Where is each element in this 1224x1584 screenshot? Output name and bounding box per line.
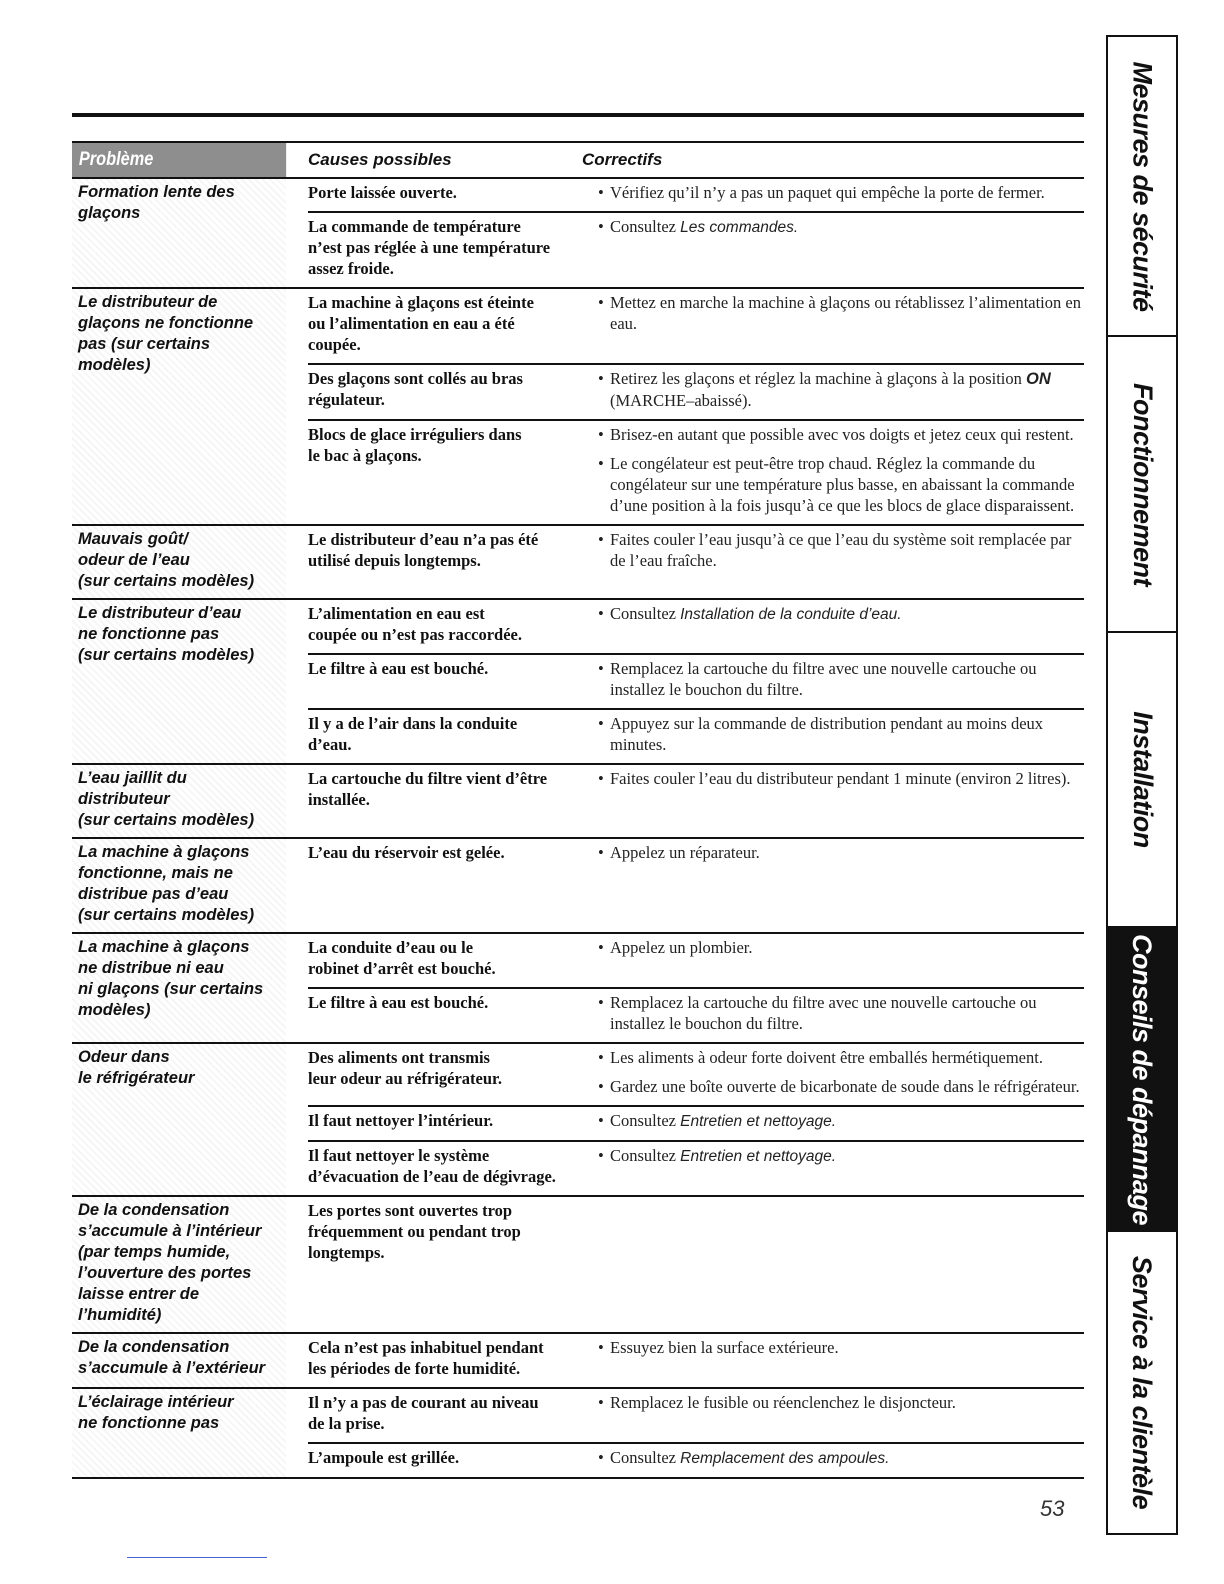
cause-rows bbox=[286, 289, 1084, 524]
fix-list bbox=[592, 1337, 1084, 1379]
fix-list bbox=[592, 603, 1084, 645]
problem-label: Mauvais goût/ odeur de l’eau (sur certains modèles) bbox=[72, 526, 286, 598]
table-row bbox=[308, 600, 1084, 653]
fix-list bbox=[592, 937, 1084, 979]
table-row bbox=[308, 987, 1084, 1042]
cause-rows bbox=[286, 765, 1084, 837]
troubleshooting-table bbox=[72, 141, 1084, 1479]
fix-item: • Le congélateur est peut-être trop chaud. Réglez la commande du congélateur sur une température plus basse, en abaissant la commande d’une position à la fois jusqu’à ce que les blocs de glace disparaissent. bbox=[592, 453, 1084, 516]
top-rule bbox=[72, 113, 1084, 117]
problem-group bbox=[72, 600, 1084, 765]
fix-item: • Consultez Remplacement des ampoules. bbox=[592, 1447, 1084, 1469]
fix-list bbox=[592, 992, 1084, 1034]
fix-item: • Remplacez la cartouche du filtre avec une nouvelle cartouche ou installez le bouchon du filtre. bbox=[592, 992, 1084, 1034]
fix-list bbox=[592, 1447, 1084, 1469]
fix-item: • Consultez Installation de la conduite d’eau. bbox=[592, 603, 1084, 625]
fix-list bbox=[592, 1145, 1084, 1187]
cause-rows bbox=[286, 1389, 1084, 1477]
section-tab[interactable] bbox=[1108, 37, 1176, 337]
header-causes: Causes possibles bbox=[308, 150, 452, 169]
fix-item: • Faites couler l’eau jusqu’à ce que l’eau du système soit remplacée par de l’eau fraîche. bbox=[592, 529, 1084, 571]
fix-item: • Appelez un plombier. bbox=[592, 937, 1084, 958]
cause-text: Porte laissée ouverte. bbox=[308, 183, 457, 202]
section-reference: Entretien et nettoyage. bbox=[680, 1148, 837, 1165]
cause-text: Les portes sont ouvertes trop fréquemment ou pendant trop longtemps. bbox=[308, 1201, 521, 1262]
problem-label: De la condensation s’accumule à l’extérieur bbox=[72, 1334, 286, 1387]
cause-rows bbox=[286, 839, 1084, 932]
cause-rows bbox=[286, 934, 1084, 1042]
section-tab-label: Installation bbox=[1127, 711, 1158, 848]
section-tab[interactable] bbox=[1108, 1232, 1176, 1533]
table-row bbox=[308, 653, 1084, 708]
table-row bbox=[308, 526, 1084, 579]
cause-text: Le filtre à eau est bouché. bbox=[308, 993, 489, 1012]
section-tab-label: Conseils de dépannage bbox=[1127, 933, 1158, 1225]
bottom-link-line bbox=[127, 1557, 267, 1558]
fix-item: • Consultez Les commandes. bbox=[592, 216, 1084, 238]
fix-item: • Remplacez la cartouche du filtre avec une nouvelle cartouche ou installez le bouchon du filtre. bbox=[592, 658, 1084, 700]
fix-item: • Consultez Entretien et nettoyage. bbox=[592, 1110, 1084, 1132]
problem-label: L’eau jaillit du distributeur (sur certains modèles) bbox=[72, 765, 286, 837]
cause-text: La conduite d’eau ou le robinet d’arrêt est bouché. bbox=[308, 938, 496, 978]
fix-list bbox=[592, 368, 1084, 411]
table-row bbox=[308, 839, 1084, 871]
section-reference: Entretien et nettoyage. bbox=[680, 1113, 837, 1130]
header-fixes: Correctifs bbox=[582, 150, 663, 169]
fix-list bbox=[592, 424, 1084, 516]
cause-text: Des aliments ont transmis leur odeur au réfrigérateur. bbox=[308, 1048, 502, 1088]
fix-item: • Les aliments à odeur forte doivent être emballés hermétiquement. bbox=[592, 1047, 1084, 1068]
fix-item: • Vérifiez qu’il n’y a pas un paquet qui empêche la porte de fermer. bbox=[592, 182, 1084, 203]
table-row bbox=[308, 934, 1084, 987]
cause-text: La cartouche du filtre vient d’être installée. bbox=[308, 769, 548, 809]
table-row bbox=[308, 765, 1084, 818]
fix-list bbox=[592, 1110, 1084, 1132]
cause-text: Il y a de l’air dans la conduite d’eau. bbox=[308, 714, 518, 754]
cause-rows bbox=[286, 600, 1084, 763]
cause-rows bbox=[286, 179, 1084, 287]
cause-text: Il faut nettoyer le système d’évacuation de l’eau de dégivrage. bbox=[308, 1146, 556, 1186]
problem-label: La machine à glaçons fonctionne, mais ne distribue pas d’eau (sur certains modèles) bbox=[72, 839, 286, 932]
problem-group bbox=[72, 765, 1084, 839]
cause-text: Des glaçons sont collés au bras régulateur. bbox=[308, 369, 523, 409]
problem-label: L’éclairage intérieur ne fonctionne pas bbox=[72, 1389, 286, 1477]
table-row bbox=[308, 179, 1084, 211]
section-tab-label: Mesures de sécurité bbox=[1127, 60, 1158, 312]
fix-item: • Remplacez le fusible ou réenclenchez le disjoncteur. bbox=[592, 1392, 1084, 1413]
problem-label: Formation lente des glaçons bbox=[72, 179, 286, 287]
fix-list bbox=[592, 292, 1084, 355]
fix-item: • Essuyez bien la surface extérieure. bbox=[592, 1337, 1084, 1358]
table-row bbox=[308, 1140, 1084, 1195]
cause-text: Le distributeur d’eau n’a pas été utilisé depuis longtemps. bbox=[308, 530, 539, 570]
problem-group bbox=[72, 526, 1084, 600]
problem-group bbox=[72, 934, 1084, 1044]
problem-group bbox=[72, 1197, 1084, 1334]
problem-group bbox=[72, 1334, 1084, 1389]
fix-item: • Retirez les glaçons et réglez la machine à glaçons à la position ON (MARCHE–abaissé). bbox=[592, 368, 1084, 411]
page-number: 53 bbox=[1040, 1496, 1065, 1521]
problem-group bbox=[72, 179, 1084, 289]
table-header bbox=[72, 141, 1084, 179]
table-row bbox=[308, 1105, 1084, 1140]
section-tab[interactable] bbox=[1108, 928, 1176, 1232]
table-row bbox=[308, 211, 1084, 287]
fix-item: • Appuyez sur la commande de distribution pendant au moins deux minutes. bbox=[592, 713, 1084, 755]
fix-list bbox=[592, 1047, 1084, 1097]
cause-text: Le filtre à eau est bouché. bbox=[308, 659, 489, 678]
fix-list bbox=[592, 1200, 1084, 1263]
problem-group bbox=[72, 1389, 1084, 1479]
table-row bbox=[308, 1334, 1084, 1387]
cause-text: L’ampoule est grillée. bbox=[308, 1448, 460, 1467]
problem-label: Odeur dans le réfrigérateur bbox=[72, 1044, 286, 1195]
cause-rows bbox=[286, 1044, 1084, 1195]
cause-text: Blocs de glace irréguliers dans le bac à glaçons. bbox=[308, 425, 522, 465]
header-problem: Problème bbox=[72, 143, 286, 177]
fix-list bbox=[592, 768, 1084, 810]
fix-item: • Appelez un réparateur. bbox=[592, 842, 1084, 863]
fix-list bbox=[592, 216, 1084, 279]
table-row bbox=[308, 363, 1084, 419]
section-tabs bbox=[1106, 35, 1178, 1535]
fix-item: • Faites couler l’eau du distributeur pendant 1 minute (environ 2 litres). bbox=[592, 768, 1084, 789]
cause-text: L’eau du réservoir est gelée. bbox=[308, 843, 505, 862]
problem-group bbox=[72, 289, 1084, 526]
table-row bbox=[308, 708, 1084, 763]
table-row bbox=[308, 419, 1084, 524]
cause-text: Il n’y a pas de courant au niveau de la prise. bbox=[308, 1393, 539, 1433]
section-tab-label: Fonctionnement bbox=[1127, 382, 1158, 586]
table-row bbox=[308, 1442, 1084, 1477]
cause-text: L’alimentation en eau est coupée ou n’est pas raccordée. bbox=[308, 604, 523, 644]
fix-list bbox=[592, 658, 1084, 700]
fix-list bbox=[592, 842, 1084, 863]
problem-label: La machine à glaçons ne distribue ni eau ni glaçons (sur certains modèles) bbox=[72, 934, 286, 1042]
table-row bbox=[308, 1389, 1084, 1442]
fix-list bbox=[592, 182, 1084, 203]
table-row bbox=[308, 289, 1084, 363]
cause-rows bbox=[286, 1334, 1084, 1387]
on-label: ON bbox=[1026, 370, 1051, 388]
problem-label: Le distributeur d’eau ne fonctionne pas (sur certains modèles) bbox=[72, 600, 286, 763]
section-tab-label: Service à la clientèle bbox=[1127, 1255, 1158, 1510]
section-tab[interactable] bbox=[1108, 337, 1176, 633]
problem-group bbox=[72, 839, 1084, 934]
cause-rows bbox=[286, 1197, 1084, 1332]
fix-item: • Mettez en marche la machine à glaçons ou rétablissez l’alimentation en eau. bbox=[592, 292, 1084, 334]
fix-item: • Brisez-en autant que possible avec vos doigts et jetez ceux qui restent. bbox=[592, 424, 1084, 445]
cause-text: Cela n’est pas inhabituel pendant les périodes de forte humidité. bbox=[308, 1338, 544, 1378]
problem-label: Le distributeur de glaçons ne fonctionne pas (sur certains modèles) bbox=[72, 289, 286, 524]
fix-list bbox=[592, 1392, 1084, 1434]
table-body bbox=[72, 179, 1084, 1479]
cause-rows bbox=[286, 526, 1084, 598]
fix-list bbox=[592, 713, 1084, 755]
cause-text: Il faut nettoyer l’intérieur. bbox=[308, 1111, 494, 1130]
section-reference: Les commandes. bbox=[680, 219, 799, 236]
problem-group bbox=[72, 1044, 1084, 1197]
section-tab[interactable] bbox=[1108, 633, 1176, 928]
section-reference: Remplacement des ampoules. bbox=[680, 1450, 890, 1467]
cause-text: La machine à glaçons est éteinte ou l’alimentation en eau a été coupée. bbox=[308, 293, 534, 354]
section-reference: Installation de la conduite d’eau. bbox=[680, 606, 902, 623]
fix-item: • Gardez une boîte ouverte de bicarbonate de soude dans le réfrigérateur. bbox=[592, 1076, 1084, 1097]
table-row bbox=[308, 1197, 1084, 1271]
table-row bbox=[308, 1044, 1084, 1105]
fix-item: • Consultez Entretien et nettoyage. bbox=[592, 1145, 1084, 1167]
fix-list bbox=[592, 529, 1084, 571]
cause-text: La commande de température n’est pas réglée à une température assez froide. bbox=[308, 217, 551, 278]
problem-label: De la condensation s’accumule à l’intérieur (par temps humide, l’ouverture des portes laisse entrer de l’humidité) bbox=[72, 1197, 286, 1332]
